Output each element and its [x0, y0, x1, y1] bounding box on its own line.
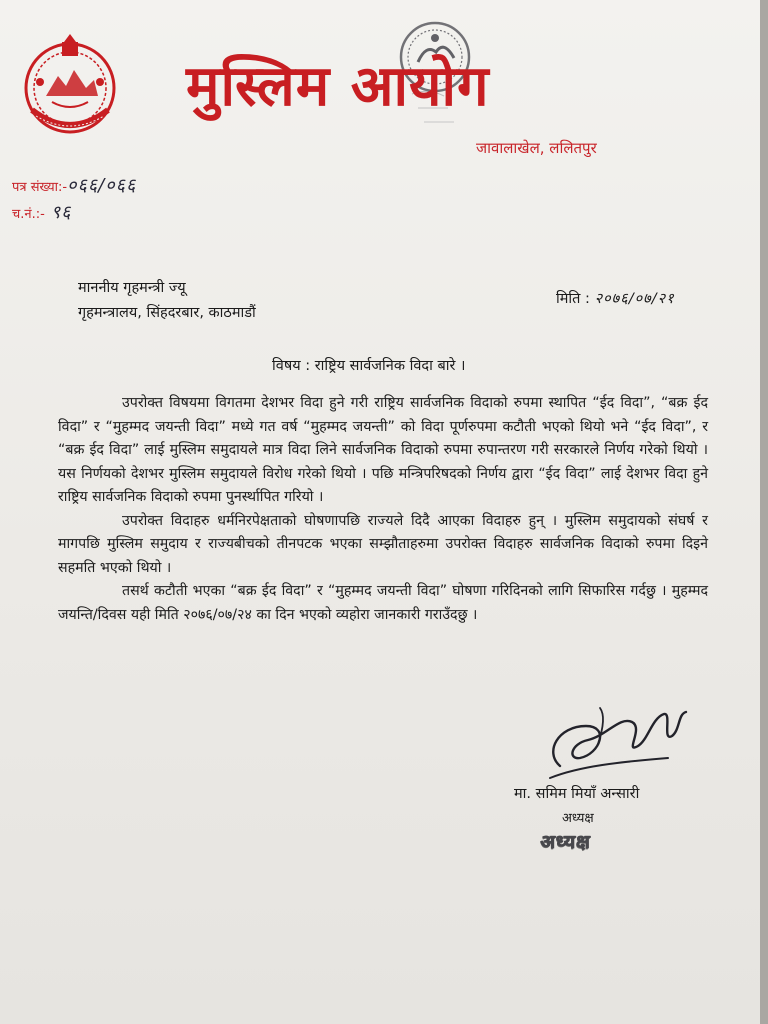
signer-title: अध्यक्ष	[562, 811, 594, 826]
body-paragraph: उपरोक्त विषयमा विगतमा देशभर विदा हुने गरी राष्ट्रिय सार्वजनिक विदाको रुपमा स्थापित “ईद विदा”, “बक्र ईद विदा” र “मुहम्मद जयन्ती विदा” मध्ये गत वर्ष “मुहम्मद जयन्ती” को विदा पूर्णरुपमा कटौती भएको थियो भने “ईद विदा”, र “बक्र ईद विदा” लाई मुस्लिम समुदायले मात्र विदा लिने सार्वजनिक विदाको रुपमा रुपान्तरण गरी सरकारले निर्णय गरेको थियो । यस निर्णयको देशभर मुस्लिम समुदायले विरोध गरेको थियो । पछि मन्त्रिपरिषदको निर्णय द्वारा “ईद विदा” लाई देशभर विदा हुने राष्ट्रिय सार्वजनिक विदाको रुपमा पुनर्स्थापित गरियो ।	[58, 395, 708, 505]
org-address: जावालाखेल, ललितपुर	[476, 139, 597, 157]
letter-number-value: ०६६/०६६	[67, 175, 137, 196]
letter-body	[58, 392, 708, 627]
date-value: २०७६/०७/२१	[594, 291, 675, 307]
letter-number-label: पत्र संख्या:-	[12, 180, 68, 195]
letter-number	[12, 173, 136, 197]
recipient-line-2: गृहमन्त्रालय, सिंहदरबार, काठमाडौं	[78, 305, 256, 321]
dispatch-number	[12, 200, 72, 224]
subject-line: विषय : राष्ट्रिय सार्वजनिक विदा बारे ।	[272, 358, 466, 374]
page-edge	[760, 0, 768, 1024]
title-stamp: अध्यक्ष	[540, 831, 591, 853]
signer-name: मा. समिम मियाँ अन्सारी	[514, 786, 640, 802]
letter-date	[556, 288, 675, 308]
body-paragraph: उपरोक्त विदाहरु धर्मनिरपेक्षताको घोषणापछि राज्यले दिदै आएका विदाहरु हुन् । मुस्लिम समुदायको संघर्ष र मागपछि मुस्लिम समुदाय र राज्यबीचको तीनपटक भएका सम्झौताहरुमा उपरोक्त विदाहरु सार्वजनिक विदाको रुपमा दिइने सहमति भएको थियो ।	[58, 512, 708, 576]
date-label: मिति :	[556, 291, 590, 307]
body-paragraph: तसर्थ कटौती भएका “बक्र ईद विदा” र “मुहम्मद जयन्ती विदा” घोषणा गरिदिनको लागि सिफारिस गर्दछु । मुहम्मद जयन्ति/दिवस यही मिति २०७६/०७/२४ का दिन भएको व्यहोरा जानकारी गराउँदछु ।	[58, 583, 708, 623]
recipient-line-1: माननीय गृहमन्त्री ज्यू	[78, 280, 186, 296]
dispatch-number-value: ९६	[50, 202, 72, 223]
org-title: मुस्लिम आयोग	[186, 54, 490, 119]
dispatch-number-label: च.नं.:-	[12, 207, 45, 222]
nepal-emblem-icon	[16, 32, 124, 140]
signature-mark	[540, 696, 690, 786]
